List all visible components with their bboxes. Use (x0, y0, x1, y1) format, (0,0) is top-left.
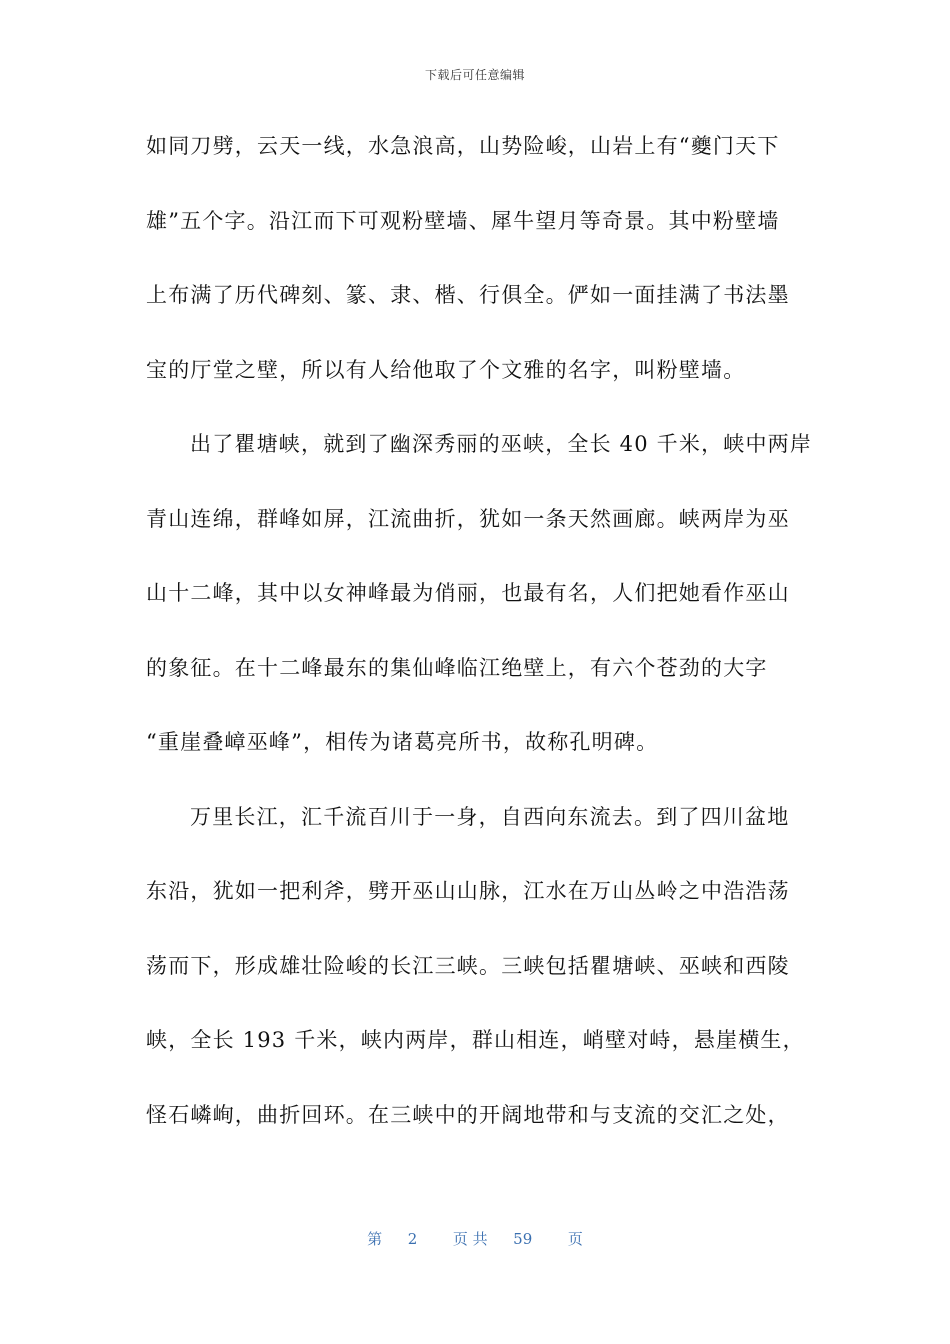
paragraph (146, 422, 813, 795)
footer-middle: 页 共 (452, 1230, 488, 1248)
text-line: 出了瞿塘峡，就到了幽深秀丽的巫峡，全长 40 千米，峡中两岸 (190, 432, 813, 456)
paragraph (146, 795, 806, 1168)
text-line: 万里长江，汇千流百川于一身，自西向东流去。到了四川盆地 (190, 804, 790, 829)
current-page-number: 2 (407, 1230, 418, 1248)
text-line: 雄”五个字。沿江而下可观粉壁墙、犀牛望月等奇景。其中粉壁墙 (146, 208, 780, 233)
text-line: 的象征。在十二峰最东的集仙峰临江绝壁上，有六个苍劲的大字 (146, 655, 768, 680)
text-line: 如同刀劈，云天一线，水急浪高，山势险峻，山岩上有“夔门天下 (146, 134, 780, 158)
text-line: 怪石嶙峋，曲折回环。在三峡中的开阔地带和与支流的交汇之处， (146, 1102, 790, 1127)
page-footer (0, 1228, 950, 1249)
text-line: “重崖叠嶂巫峰”，相传为诸葛亮所书，故称孔明碑。 (146, 730, 659, 754)
text-line: 东沿，犹如一把利斧，劈开巫山山脉，江水在万山丛岭之中浩浩荡 (146, 879, 790, 903)
footer-prefix: 第 (367, 1230, 383, 1248)
total-page-count: 59 (513, 1230, 533, 1248)
text-line: 荡而下，形成雄壮险峻的长江三峡。三峡包括瞿塘峡、巫峡和西陵 (146, 953, 790, 978)
text-line: 上布满了历代碑刻、篆、隶、楷、行俱全。俨如一面挂满了书法墨 (146, 283, 790, 307)
text-line: 山十二峰，其中以女神峰最为俏丽，也最有名，人们把她看作巫山 (146, 581, 790, 605)
page-header: 下载后可任意编辑 (424, 68, 525, 82)
document-body (146, 124, 813, 1167)
footer-suffix: 页 (567, 1230, 583, 1248)
text-line: 青山连绵，群峰如屏，江流曲折，犹如一条天然画廊。峡两岸为巫 (146, 506, 790, 531)
paragraph (146, 124, 806, 422)
text-line: 峡，全长 193 千米，峡内两岸，群山相连，峭壁对峙，悬崖横生， (146, 1028, 805, 1052)
text-line: 宝的厅堂之壁，所以有人给他取了个文雅的名字，叫粉壁墙。 (146, 357, 746, 382)
